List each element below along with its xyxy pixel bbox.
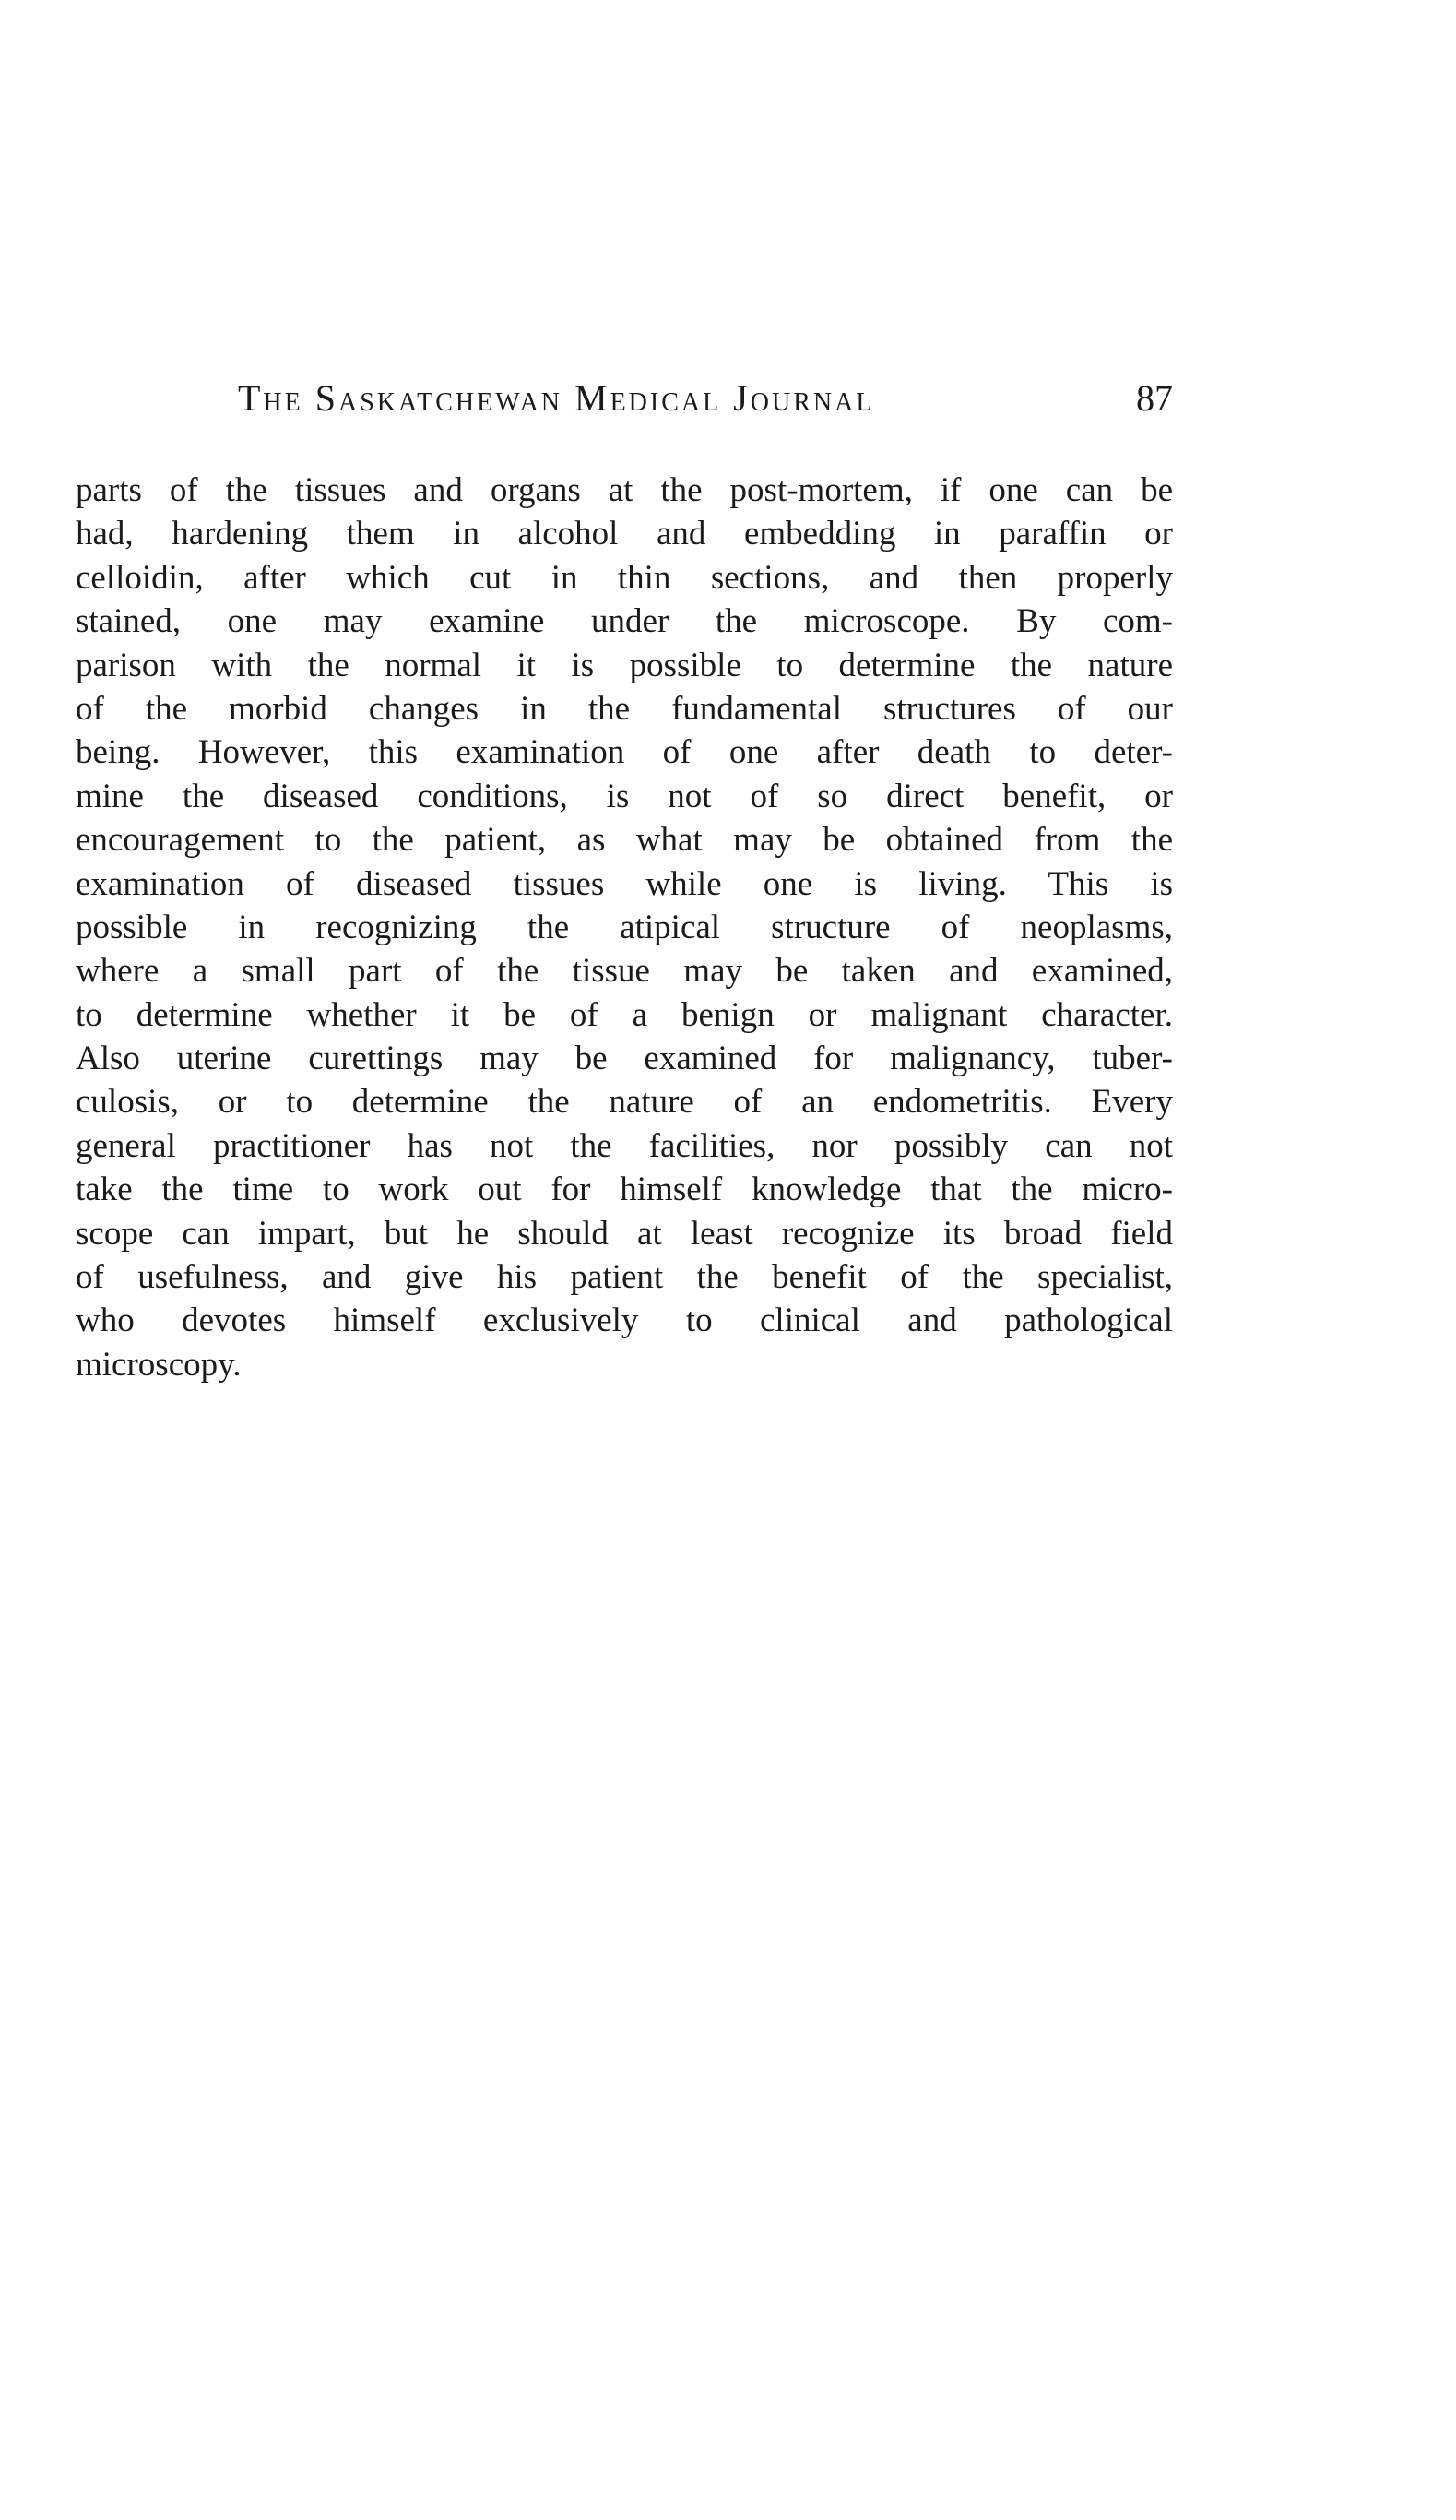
text-line: possible in recognizing the atipical structure of neoplasms, — [76, 908, 1173, 946]
text-line: microscopy. — [76, 1345, 242, 1384]
text-line: examination of diseased tissues while one is living. This is — [76, 864, 1173, 903]
text-line: Also uterine curettings may be examined for malignancy, tuber- — [76, 1040, 1173, 1078]
text-line: scope can impart, but he should at least recognize its broad field — [76, 1214, 1173, 1253]
running-head — [76, 376, 1173, 422]
text-line: culosis, or to determine the nature of an endometritis. Every — [76, 1083, 1173, 1122]
text-line: being. However, this examination of one after death to deter- — [76, 733, 1173, 772]
body-paragraph — [76, 469, 1173, 1386]
text-line: celloidin, after which cut in thin sections, and then properly — [76, 558, 1173, 597]
text-line: to determine whether it be of a benign or malignant character. — [76, 995, 1173, 1034]
text-line: mine the diseased conditions, is not of so direct benefit, or — [76, 777, 1173, 815]
text-line: where a small part of the tissue may be taken and examined, — [76, 952, 1173, 991]
text-line: parts of the tissues and organs at the post-mortem, if one can be — [76, 471, 1173, 509]
text-line: parison with the normal it is possible to determine the nature — [76, 646, 1173, 684]
text-line: had, hardening them in alcohol and embedding in paraffin or — [76, 515, 1173, 553]
text-line: who devotes himself exclusively to clinical and pathological — [76, 1302, 1173, 1340]
text-line: of the morbid changes in the fundamental structures of our — [76, 689, 1173, 728]
text-line: general practitioner has not the facilities, nor possibly can not — [76, 1126, 1173, 1165]
text-line: stained, one may examine under the microscope. By com- — [76, 602, 1173, 641]
text-line: of usefulness, and give his patient the benefit of the specialist, — [76, 1258, 1173, 1297]
page-number: 87 — [1136, 377, 1173, 419]
text-line: take the time to work out for himself knowledge that the micro- — [76, 1171, 1173, 1209]
journal-title: The Saskatchewan Medical Journal — [238, 377, 875, 419]
text-line: encouragement to the patient, as what may be obtained from the — [76, 821, 1173, 860]
